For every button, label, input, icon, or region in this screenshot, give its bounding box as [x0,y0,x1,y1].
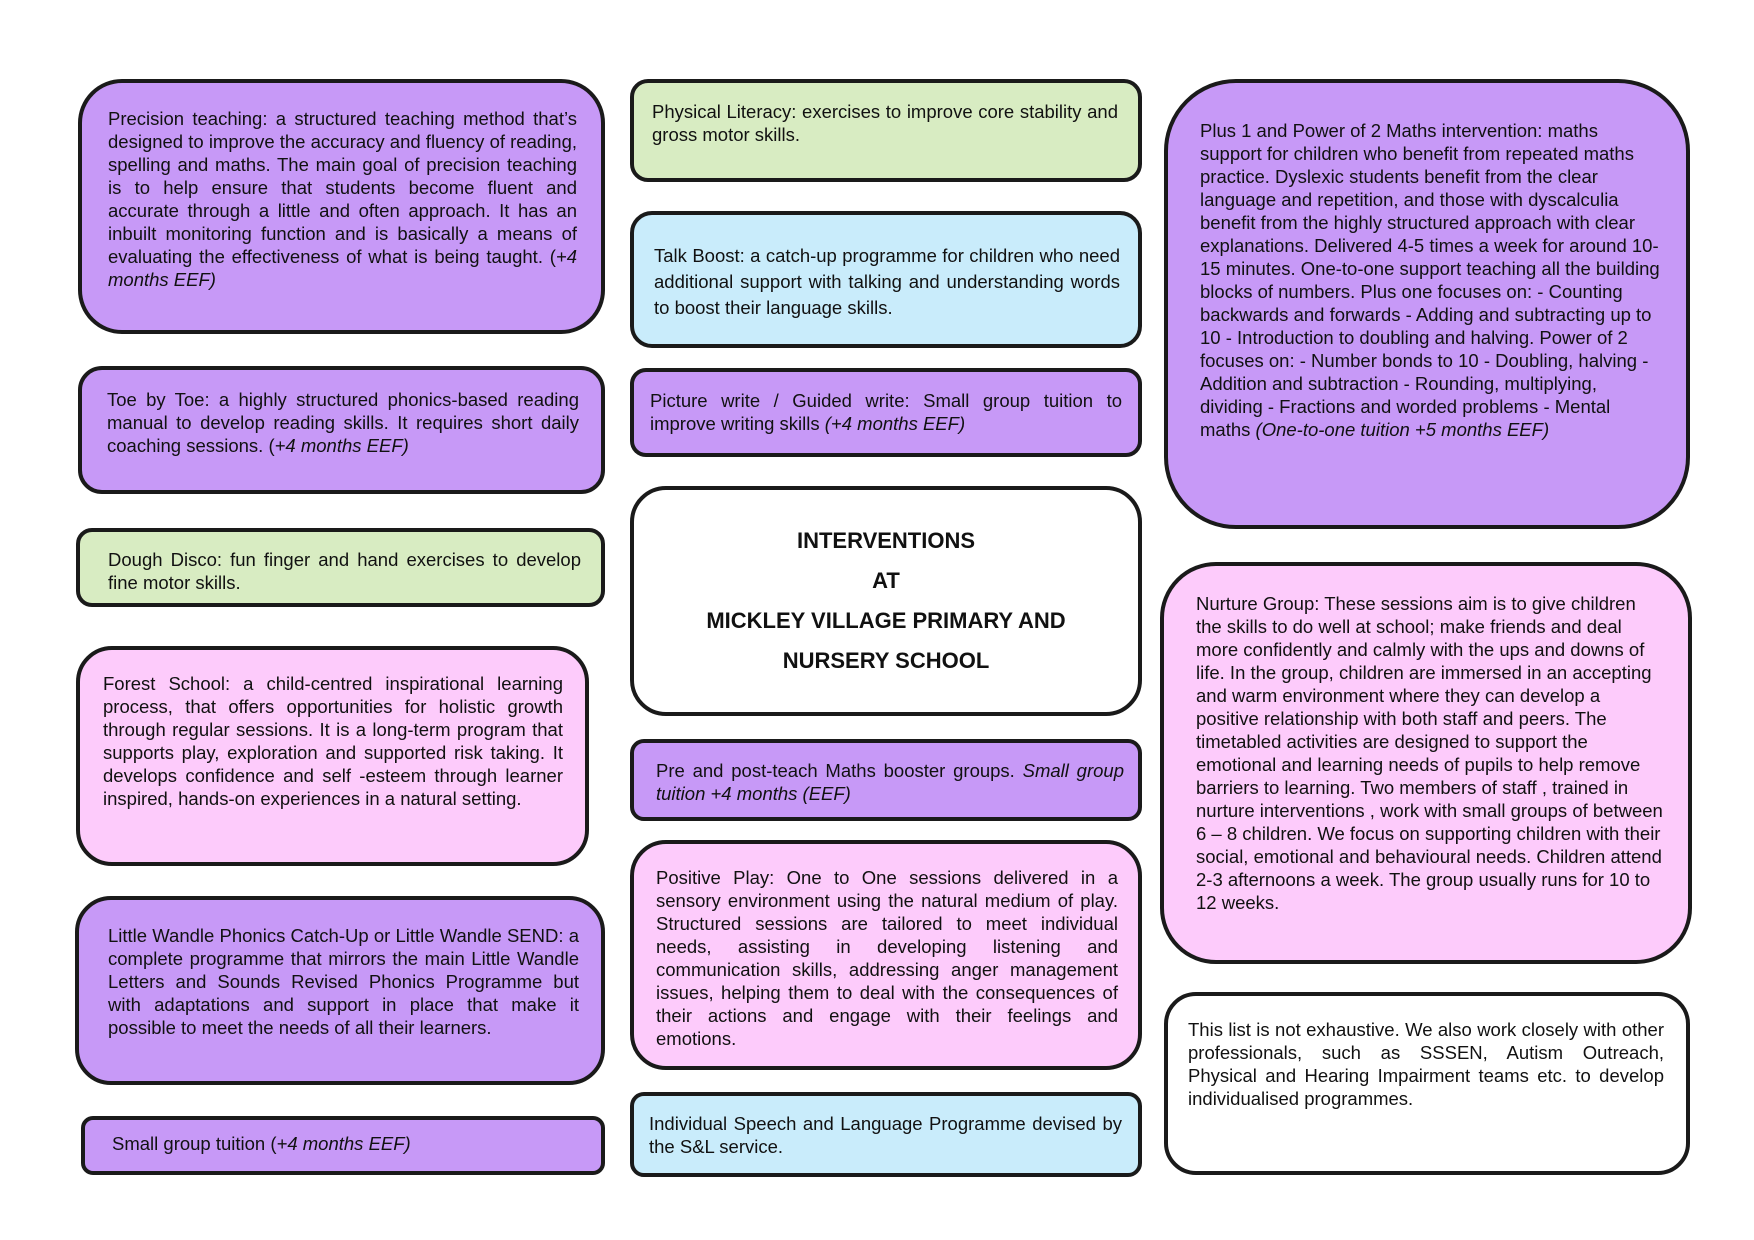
title-box [630,486,1142,716]
talk-boost-text: Talk Boost: a catch-up programme for children who need additional support with talking and understanding words to boost their language skills. [654,245,1120,318]
dough-disco-box [76,528,605,607]
little-wandle-text: Little Wandle Phonics Catch-Up or Little Wandle SEND: a complete programme that mirrors the main Little Wandle Letters and Sounds Revised Phonics Programme but with adaptations and support in place that make it possible to meet the needs of all their learners. [108,925,579,1038]
physical-literacy-box [630,79,1142,182]
title-line-3: MICKLEY VILLAGE PRIMARY AND [706,608,1066,633]
title-line-4: NURSERY SCHOOL [782,648,990,673]
speech-language-text: Individual Speech and Language Programme devised by the S&L service. [649,1113,1122,1157]
title-line-2: AT [872,568,900,593]
talk-boost-box [630,211,1142,348]
positive-play-text: Positive Play: One to One sessions delivered in a sensory environment using the natural medium of play. Structured sessions are tailored to meet individual needs, assisting in developing listening and communication skills, addressing anger management issues, helping them to deal with the consequences of their actions and engage with their feelings and emotions. [656,867,1118,1049]
speech-language-box [630,1092,1142,1177]
maths-intervention-text: Plus 1 and Power of 2 Maths intervention: maths support for children who benefit from repeated maths practice. Dyslexic students benefit from the clear language and repetition, and those with dyscalculia benefit from the highly structured approach with clear explanations. Delivered 4-5 times a week for around 10-15 minutes. One-to-one support teaching all the building blocks of numbers. Plus one focuses on: - Counting backwards and forwards - Adding and subtracting up to 10 - Introduction to doubling and halving. Power of 2 focuses on: - Number bonds to 10 - Doubling, halving - Addition and subtraction - Rounding, multiplying, dividing - Fractions and worded problems - Mental maths (One-to-one tuition +5 months EEF) [1200,120,1660,440]
maths-booster-text: Pre and post-teach Maths booster groups. Small group tuition +4 months (EEF) [656,760,1124,804]
not-exhaustive-text: This list is not exhaustive. We also work closely with other professionals, such as SSSEN, Autism Outreach, Physical and Hearing Impairment teams etc. to develop individualised programmes. [1188,1019,1664,1109]
picture-write-text: Picture write / Guided write: Small group tuition to improve writing skills (+4 months EEF) [650,390,1122,434]
maths-intervention-box [1164,79,1690,529]
forest-school-box [76,646,589,866]
small-group-text: Small group tuition (+4 months EEF) [112,1133,411,1154]
physical-literacy-text: Physical Literacy: exercises to improve core stability and gross motor skills. [652,101,1118,145]
small-group-box [81,1116,605,1175]
nurture-group-text: Nurture Group: These sessions aim is to give children the skills to do well at school; make friends and deal more confidently and calmly with the ups and downs of life. In the group, children are immersed in an accepting and warm environment where they can develop a positive relationship with both staff and peers. The timetabled activities are designed to support the emotional and learning needs of pupils to help remove barriers to learning. Two members of staff , trained in nurture interventions , work with small groups of between 6 – 8 children. We focus on supporting children with their social, emotional and behavioural needs. Children attend 2-3 afternoons a week. The group usually runs for 10 to 12 weeks. [1196,593,1663,913]
positive-play-box [630,840,1142,1070]
maths-booster-box [630,739,1142,821]
toe-by-toe-box [78,366,605,494]
title-line-1: INTERVENTIONS [796,528,976,553]
toe-by-toe-text: Toe by Toe: a highly structured phonics-based reading manual to develop reading skills. It requires short daily coaching sessions. (+4 months EEF) [107,389,579,456]
precision-teaching-text: Precision teaching: a structured teaching method that’s designed to improve the accuracy and fluency of reading, spelling and maths. The main goal of precision teaching is to help ensure that students become fluent and accurate through a little and often approach. It has an inbuilt monitoring function and is basically a means of evaluating the effectiveness of what is being taught. (+4 months EEF) [108,108,577,290]
nurture-group-box [1160,562,1692,964]
picture-write-box [630,368,1142,457]
not-exhaustive-box [1164,992,1690,1175]
precision-teaching-box [78,79,605,334]
dough-disco-text: Dough Disco: fun finger and hand exercises to develop fine motor skills. [108,549,581,593]
forest-school-text: Forest School: a child-centred inspirational learning process, that offers opportunities for holistic growth through regular sessions. It is a long-term program that supports play, exploration and supported risk taking. It develops confidence and self -esteem through learner inspired, hands-on experiences in a natural setting. [103,673,563,809]
little-wandle-box [75,896,605,1085]
